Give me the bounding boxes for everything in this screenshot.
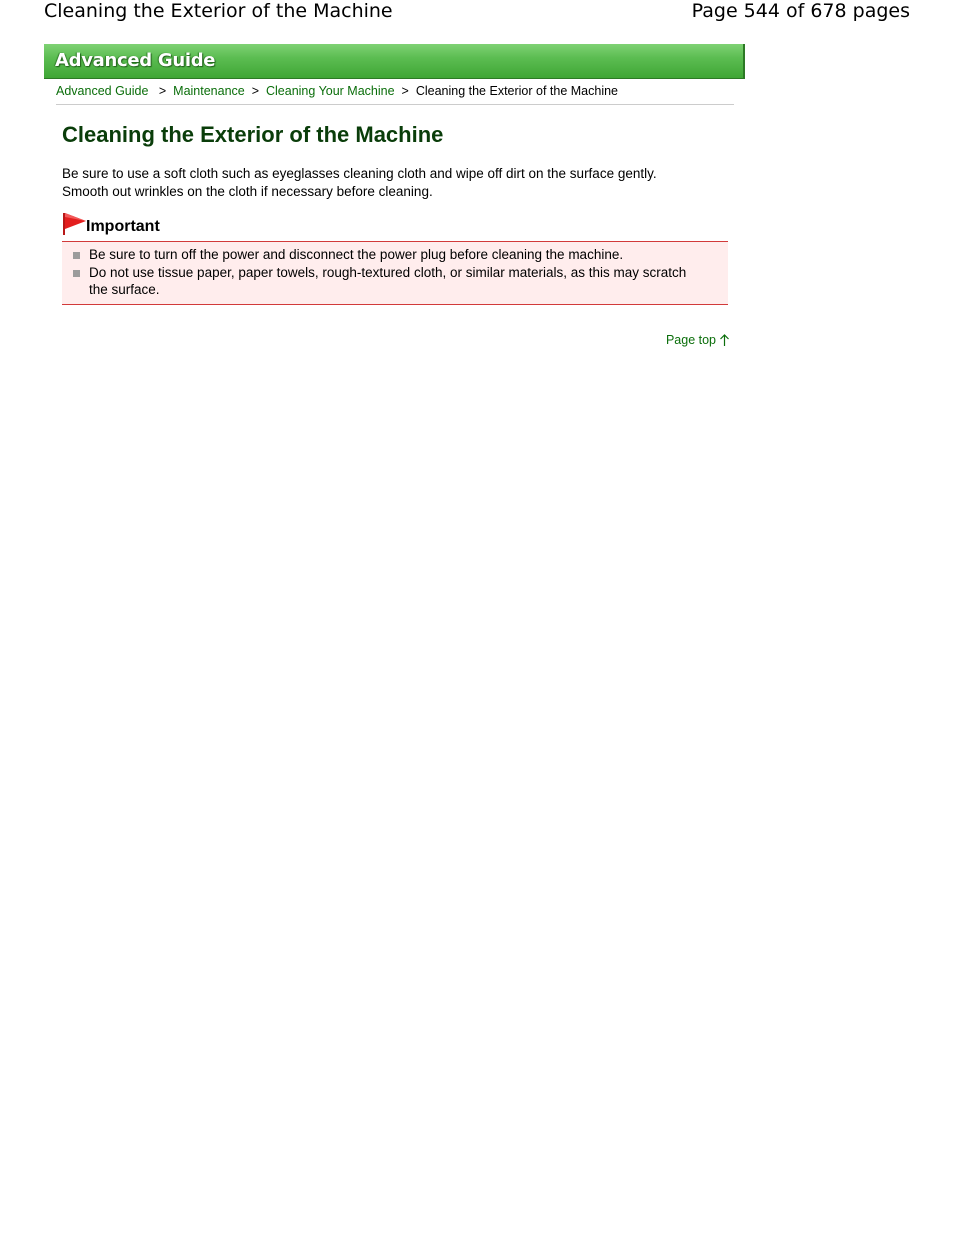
important-item	[62, 264, 689, 299]
intro-line: Be sure to use a soft cloth such as eyeglasses cleaning cloth and wipe off dirt on the surface gently.	[62, 166, 657, 181]
important-item	[62, 246, 689, 264]
banner-label: Advanced Guide	[55, 50, 216, 71]
breadcrumb-separator: >	[401, 84, 409, 98]
breadcrumb-link-maintenance[interactable]: Maintenance	[173, 84, 245, 98]
breadcrumb-divider	[56, 104, 734, 105]
important-item-text: Be sure to turn off the power and disconnect the power plug before cleaning the machine.	[89, 247, 624, 262]
advanced-guide-banner	[44, 44, 745, 79]
intro-line: Smooth out wrinkles on the cloth if necessary before cleaning.	[62, 184, 433, 199]
important-item-text: Do not use tissue paper, paper towels, rough-textured cloth, or similar materials, as this may scratch the surface.	[89, 264, 687, 297]
arrow-up-icon	[719, 334, 730, 347]
page-title: Cleaning the Exterior of the Machine	[62, 122, 444, 147]
page-top-label: Page top	[665, 333, 716, 347]
breadcrumb-link-advanced-guide[interactable]: Advanced Guide	[56, 84, 149, 98]
print-header-page-info: Page 544 of 678 pages	[691, 0, 910, 22]
square-bullet-icon	[73, 252, 80, 259]
breadcrumb-separator: >	[158, 84, 167, 98]
print-header-title: Cleaning the Exterior of the Machine	[44, 0, 393, 22]
important-label: Important	[86, 218, 160, 235]
intro-paragraph	[62, 165, 734, 201]
important-list	[62, 246, 728, 299]
page-top-link[interactable]	[666, 333, 730, 347]
breadcrumb	[56, 84, 734, 98]
important-box	[62, 241, 728, 305]
square-bullet-icon	[73, 270, 80, 277]
print-header	[0, 0, 954, 26]
breadcrumb-separator: >	[251, 84, 260, 98]
breadcrumb-current: Cleaning the Exterior of the Machine	[415, 84, 619, 98]
red-flag-icon	[62, 212, 88, 236]
breadcrumb-link-cleaning-your-machine[interactable]: Cleaning Your Machine	[265, 84, 395, 98]
